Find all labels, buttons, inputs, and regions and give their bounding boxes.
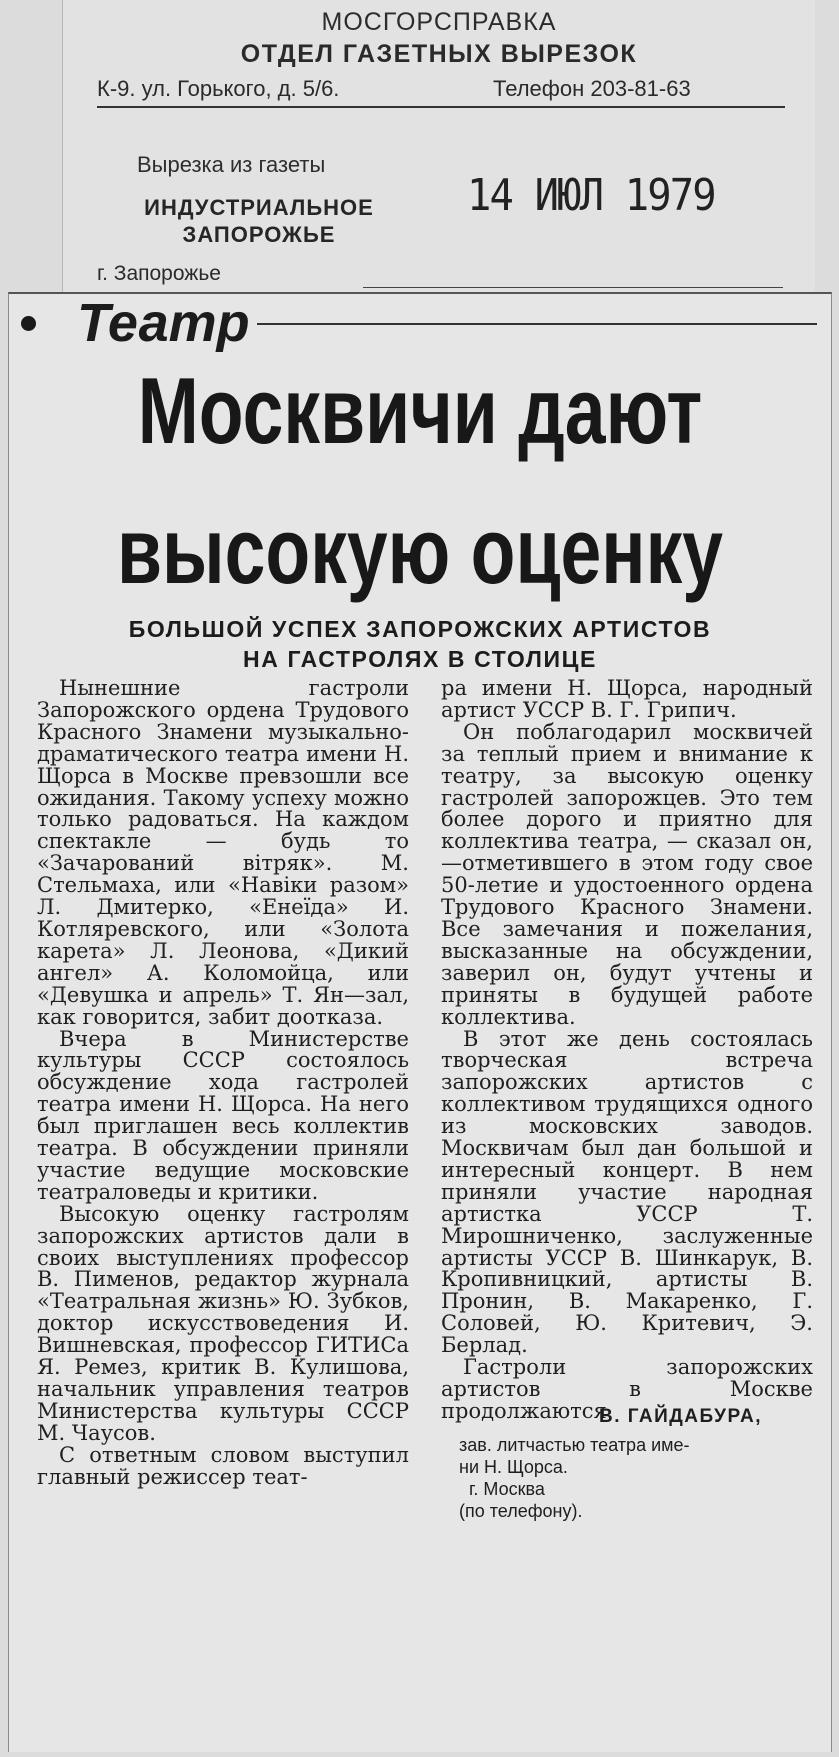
paragraph: Гастроли запорожских артистов в Москве продолжаются. [441, 1355, 813, 1423]
paragraph: Вчера в Министерстве культуры СССР состоялось обсуждение хода гастролей театра имени Н. Щорса. На него был приглашен весь коллектив театра. В обсуждении приняли участие ведущие московские театраловеды и критики. [37, 1026, 409, 1204]
paragraph: Он поблагодарил москвичей за теплый прием и внимание к театру, за высокую оценку гастролей запорожцев. Это тем более дорого и приятно для коллектива театра, — сказал он,—отметившего в этом году свое 50-летие и удостоенного ордена Трудового Красного Знамени. Все замечания и пожелания, высказанные на обсуждении, заверил он, будут учтены и приняты в будущей работе коллектива. [441, 719, 813, 1029]
city-underline [363, 287, 783, 288]
paragraph-continuation: ра имени Н. Щорса, народный артист УССР В. Г. Грипич. [441, 676, 813, 722]
rubric-title: Театр [77, 293, 250, 353]
author-position-line1: зав. литчастью театра име- [459, 1435, 690, 1455]
paragraph: С ответным словом выступил главный режиссер теат- [37, 1442, 409, 1489]
subheadline-line1: БОЛЬШОЙ УСПЕХ ЗАПОРОЖСКИХ АРТИСТОВ [128, 616, 712, 642]
service-address: К-9. ул. Горького, д. 5/6. [97, 76, 340, 101]
slip-divider [97, 106, 785, 108]
date-stamp: 14 ИЮЛ 1979 [467, 170, 715, 221]
cutting-label: Вырезка из газеты [137, 152, 326, 177]
newspaper-name [119, 194, 399, 248]
author-name: В. ГАЙДАБУРА, [599, 1406, 762, 1427]
subheadline-line2: НА ГАСТРОЛЯХ В СТОЛИЦЕ [243, 646, 597, 672]
paragraph: В этот же день состоялась творческая встреча запорожских артистов с коллективом трудящихся одного из московских заводов. Москвичам был дан большой и интересный концерт. В нем приняли участие народная артистка УССР Т. Мирошниченко, заслуженные артисты УССР В. Шинкарук, В. Кропивницкий, артисты В. Пронин, В. Макаренко, Г. Соловей, Ю. Критевич, Э. Берлад. [441, 1026, 813, 1358]
newspaper-name-line2: ЗАПОРОЖЬЕ [182, 222, 336, 247]
rubric-rule [257, 323, 817, 325]
service-phone: Телефон 203-81-63 [493, 76, 691, 101]
headline-line2: высокую оценку [116, 498, 724, 603]
article-column-right [441, 678, 813, 1423]
author-city: г. Москва [469, 1479, 545, 1499]
author-note: (по телефону). [459, 1501, 583, 1521]
department-name: ОТДЕЛ ГАЗЕТНЫХ ВЫРЕЗОК [240, 40, 638, 68]
clipping-service-slip [62, 0, 815, 300]
service-name: МОСГОРСПРАВКА [321, 8, 557, 36]
paragraph: Высокую оценку гастролям запорожских артистов дали в своих выступлениях профессор В. Пименов, редактор журнала «Театральная жизнь» Ю. Зубков, доктор искусствоведения И. Вишневская, профессор ГИТИСа Я. Ремез, критик В. Кулишова, начальник управления театров Министерства культуры СССР М. Чаусов. [37, 1201, 409, 1445]
headline-line1: Москвичи дают [137, 358, 703, 463]
author-position-line2: ни Н. Щорса. [459, 1457, 568, 1477]
newspaper-name-line1: ИНДУСТРИАЛЬНОЕ [144, 195, 374, 220]
newspaper-clipping [8, 292, 832, 1752]
rubric-bullet-icon [21, 316, 36, 331]
newspaper-city: г. Запорожье [97, 262, 221, 285]
article-column-left [37, 678, 409, 1489]
paragraph: Нынешние гастроли Запорожского ордена Трудового Красного Знамени музыкально-драматического театра имени Н. Щорса в Москве превзошли все ожидания. Такому успеху можно только радоваться. На каждом спектакле — будь то «Зачарований вітряк». М. Стельмаха, или «Навіки разом» Л. Дмитерко, «Енеїда» И. Котляревского, или «Золота карета» Л. Леонова, «Дикий ангел» А. Коломойца, или «Девушка и апрель» Т. Ян—зал, как говорится, забит доотказа. [37, 676, 409, 1029]
author-details [459, 1434, 799, 1522]
